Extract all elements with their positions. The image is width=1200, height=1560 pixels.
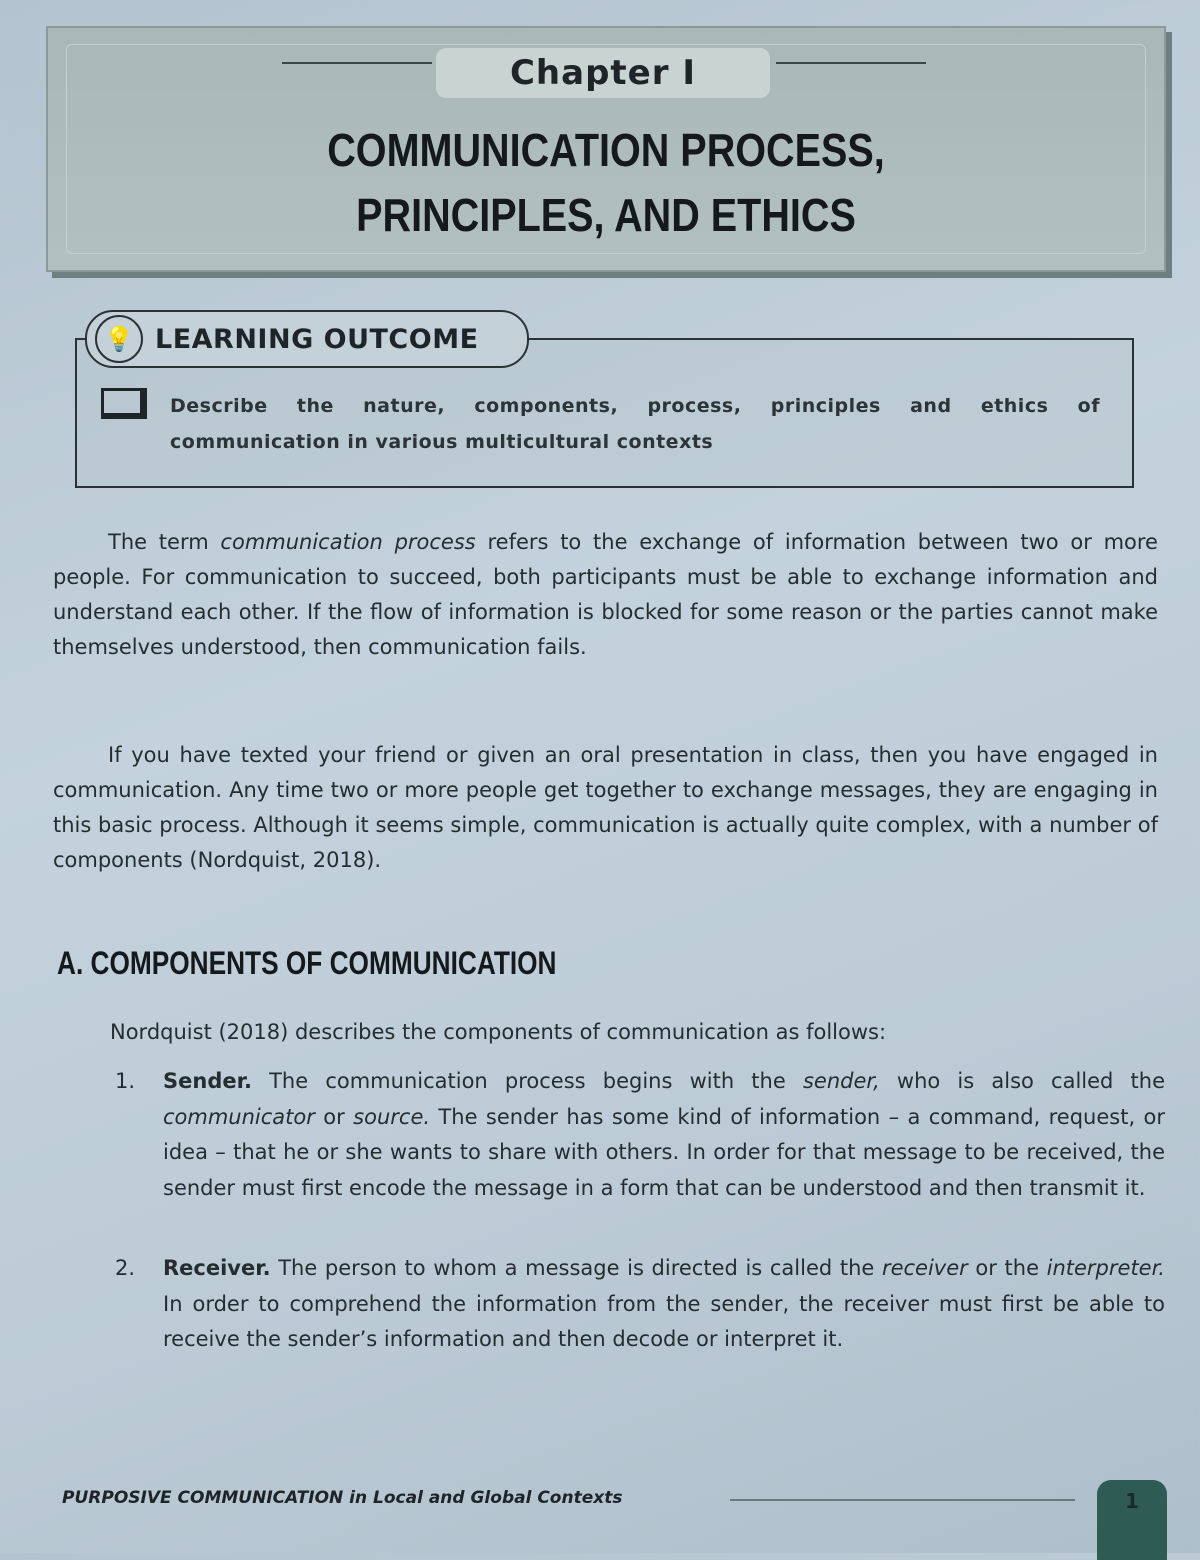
text: who is also called the xyxy=(879,1069,1165,1093)
chapter-title-line1: COMMUNICATION PROCESS, xyxy=(327,124,885,176)
item-number: 2. xyxy=(115,1256,136,1280)
lightbulb-icon: 💡 xyxy=(95,315,143,363)
chapter-title-line2: PRINCIPLES, AND ETHICS xyxy=(356,189,856,241)
footer-book-title: PURPOSIVE COMMUNICATION in Local and Global Contexts xyxy=(62,1488,623,1508)
paragraph: If you have texted your friend or given an oral presentation in class, then you have engaged in communication. Any time two or more people get together to exchange messages, they are engaging in this basic process. Although it seems simple, communication is actually quite complex, with a number of components (Nordquist, 2018). xyxy=(53,743,1158,872)
text: In order to comprehend the information from the sender, the receiver must first be able to receive the sender’s information and then decode or interpret it. xyxy=(163,1291,1165,1351)
section-intro: Nordquist (2018) describes the components of communication as follows: xyxy=(110,1020,887,1044)
section-heading: A. COMPONENTS OF COMMUNICATION xyxy=(57,945,557,981)
italic-term: communicator xyxy=(163,1104,315,1129)
chapter-header xyxy=(46,26,1166,272)
text: refers to the exchange of information between two or more people. For communication to succeed, both participants must be able to exchange information and understand each other. If the flow of information is blocked for some reason or the parties cannot make themselves understood, then communication fails. xyxy=(53,530,1158,659)
page-number: 1 xyxy=(1097,1480,1167,1560)
text: The term xyxy=(108,530,221,554)
italic-term: communication process xyxy=(220,530,476,554)
italic-term: source. xyxy=(353,1104,431,1129)
footer-divider xyxy=(730,1499,1075,1501)
paragraph xyxy=(53,525,1158,665)
item-term: Receiver. xyxy=(163,1256,271,1280)
checkbox-icon xyxy=(101,388,147,419)
item-term: Sender. xyxy=(163,1069,252,1093)
learning-outcome-heading xyxy=(85,310,529,368)
divider xyxy=(776,62,926,64)
text: The communication process begins with the xyxy=(251,1069,803,1093)
text: The person to whom a message is directed is called the xyxy=(270,1256,882,1280)
italic-term: sender, xyxy=(802,1069,880,1093)
text: The sender has some kind of information – a command, request, or idea – that he or she wants to share with others. In order for that message to be received, the sender must first encode the message in a form that can be understood and then transmit it. xyxy=(163,1104,1165,1200)
chapter-label: Chapter I xyxy=(436,48,770,98)
learning-outcome-item: Describe the nature, components, process, principles and ethics of communication in various multicultural contexts xyxy=(170,395,1100,453)
list-item xyxy=(115,1251,1165,1358)
italic-term: receiver xyxy=(881,1256,968,1280)
text: or the xyxy=(967,1256,1047,1280)
italic-term: interpreter. xyxy=(1046,1256,1165,1280)
divider xyxy=(282,62,432,64)
list-item xyxy=(115,1064,1165,1206)
item-number: 1. xyxy=(115,1069,136,1093)
text: or xyxy=(314,1104,354,1129)
learning-outcome-title: LEARNING OUTCOME xyxy=(155,323,479,355)
